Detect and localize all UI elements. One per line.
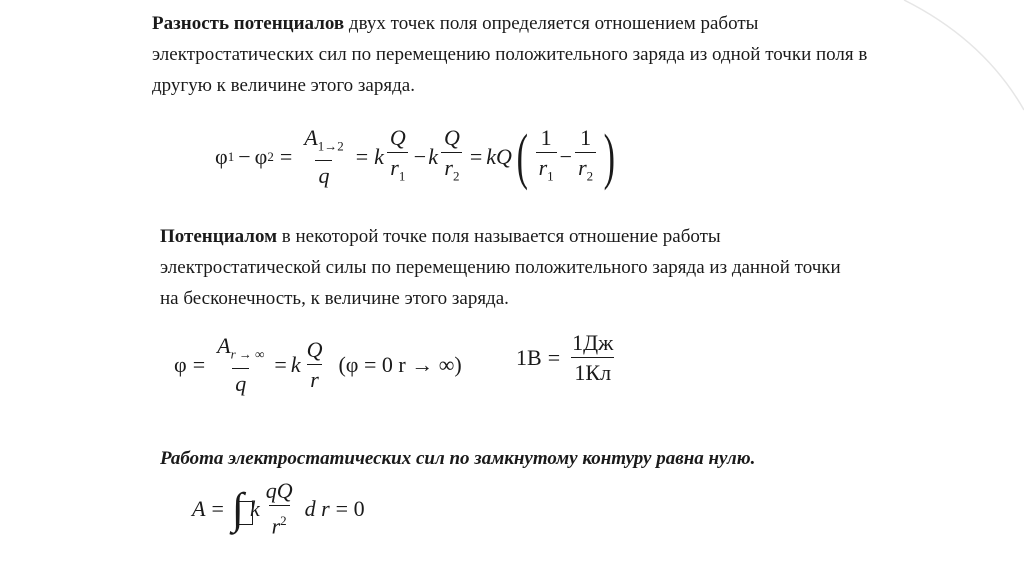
boundary-condition: (φ = 0 r → ∞): [338, 352, 462, 378]
formula-closed-loop-integral: A = ∫ k $\frac{qQ}{r^2}$ d r = 0: [192, 478, 365, 539]
phi-symbol: φ: [215, 144, 228, 170]
term-potential-difference: Разность потенциалов: [152, 13, 345, 34]
fraction-work-to-infinity: $\frac{A_{r \to \infty}}{q}$: [217, 333, 265, 397]
paragraph-text: в некоторой точке поля называется отношение работы электростатической силы по перемещению положительного заряда из данной точки на бесконечность, к величине этого заряда.: [160, 226, 841, 309]
fraction-one-over-r2: $\frac{1}{r_2}$: [575, 125, 596, 189]
fraction-joule-over-coulomb: $\frac{1Дж}{1Кл}$: [572, 330, 614, 385]
fraction-Q-over-r: $\frac{Q}{r}$: [306, 337, 323, 393]
paragraph-text: двух точек поля определяется отношением работы электростатических сил по перемещению положительного заряда из одной точки поля в другую к величине этого заряда.: [152, 13, 868, 96]
contour-integral-icon: ∫: [232, 487, 244, 531]
fraction-qQ-over-r-squared: $\frac{qQ}{r^2}$: [265, 478, 293, 539]
fraction-work-over-charge: $\frac{A_{1\to 2}}{q}$: [304, 125, 344, 189]
formula-potential: φ = $\frac{A_{r \to \infty}}{q}$ = k $\frac{Q}{r}$ (φ = 0 r → ∞): [174, 333, 462, 397]
phi-symbol: φ: [254, 144, 268, 170]
term-potential: Потенциалом: [160, 226, 278, 247]
paragraph-potential-difference: [152, 8, 872, 101]
fraction-one-over-r1: $\frac{1}{r_1}$: [536, 125, 557, 189]
formula-potential-difference: φ 1 − φ 2 = $\frac{A_{1\to 2}}{q}$ = k $\frac{Q}{r_1}$ − k $\frac{Q}{r_2}$ = kQ ( $\frac{1}{r_1}$ − $\frac{1}{r_2}$ ): [215, 123, 616, 192]
fraction-Q-over-r1: $\frac{Q}{r_1}$: [387, 125, 409, 189]
paragraph-closed-loop-work: Работа электростатических сил по замкнутому контуру равна нулю.: [160, 448, 756, 469]
fraction-Q-over-r2: $\frac{Q}{r_2}$: [441, 125, 463, 189]
formula-volt-unit: 1В = $\frac{1Дж}{1Кл}$: [516, 330, 619, 386]
paragraph-potential-definition: [160, 221, 860, 314]
